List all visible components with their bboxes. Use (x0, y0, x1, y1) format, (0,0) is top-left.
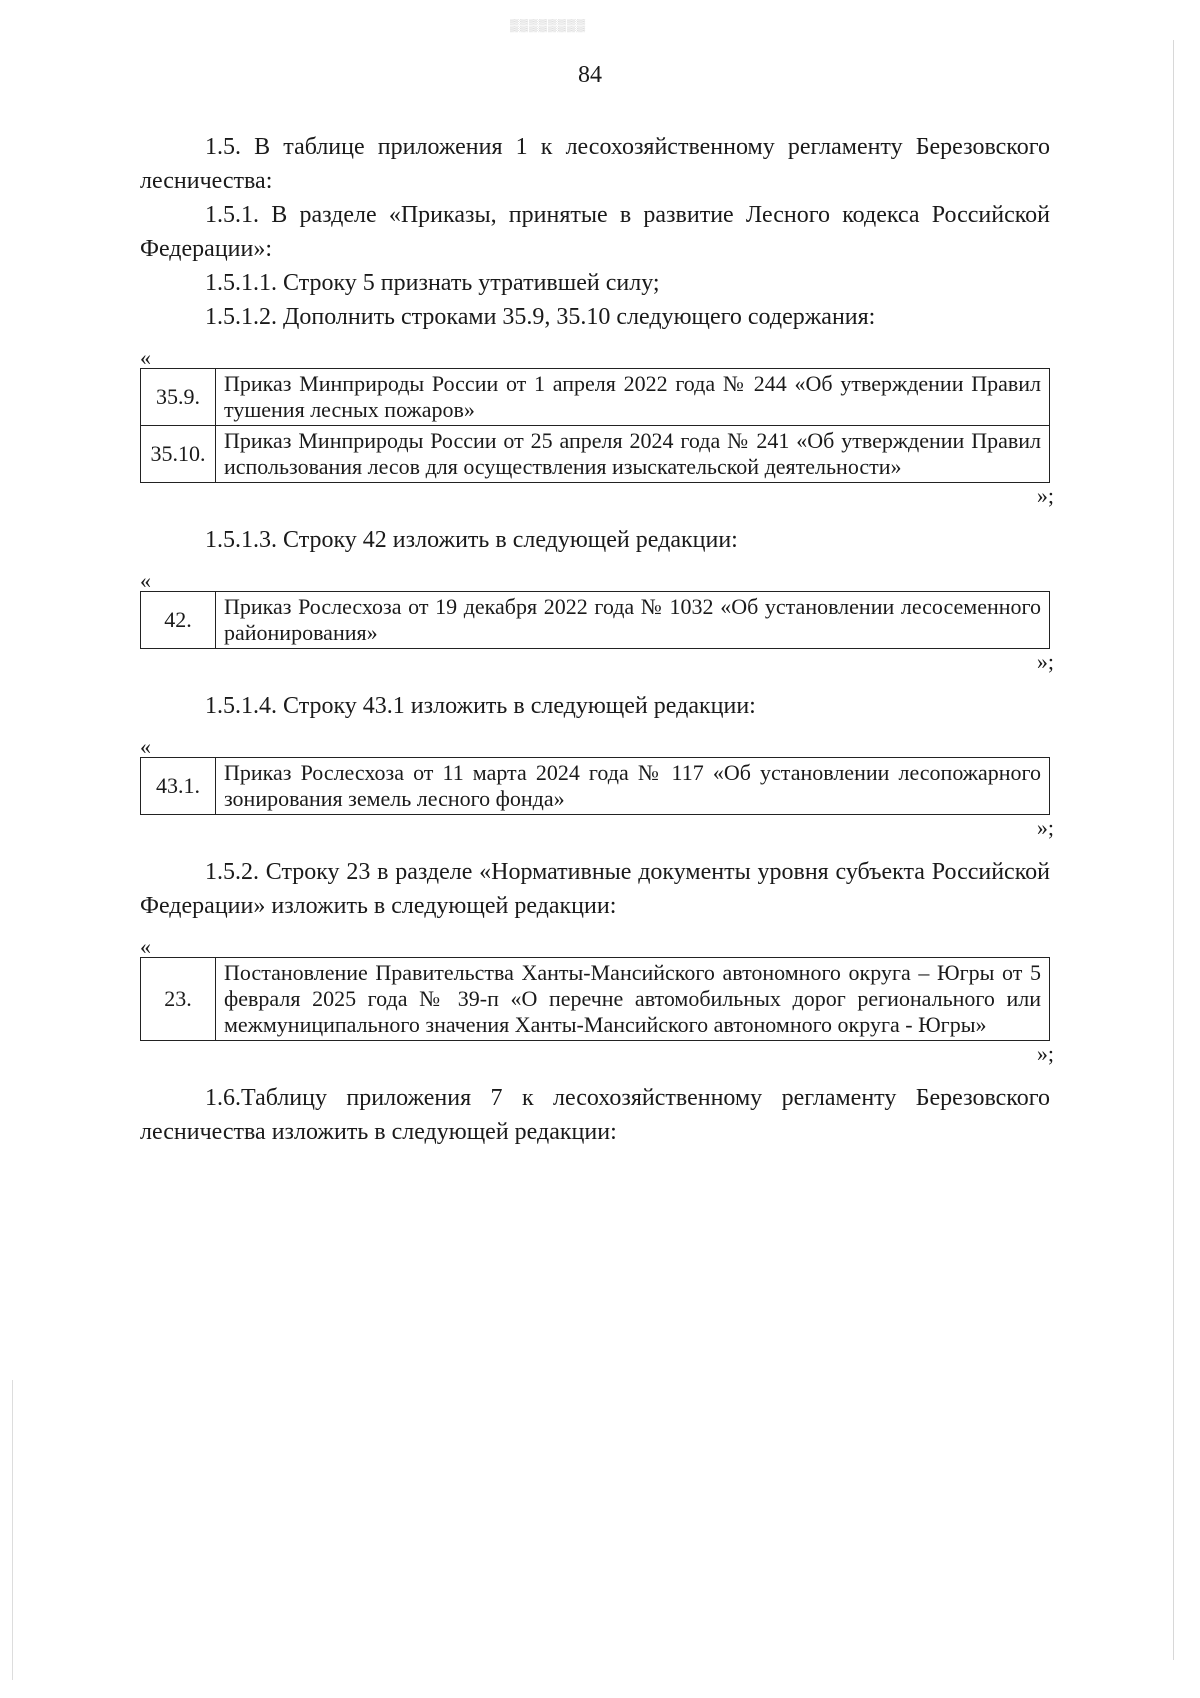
paragraph-1-5-1-1: 1.5.1.1. Строку 5 признать утратившей силу; (205, 270, 660, 296)
table-row-42 (140, 591, 1050, 649)
quote-open: « (140, 934, 151, 959)
paragraph-1-5-1-4: 1.5.1.4. Строку 43.1 изложить в следующей редакции: (205, 693, 756, 719)
paragraph-1-6: 1.6.Таблицу приложения 7 к лесохозяйственному регламенту Березовского лесничества изложить в следующей редакции: (140, 1085, 1050, 1145)
table-row (141, 369, 1050, 426)
quote-close: »; (1036, 1041, 1054, 1066)
page-edge-left (12, 1380, 13, 1680)
quote-close: »; (1036, 483, 1054, 508)
paragraph-1-5-2: 1.5.2. Строку 23 в разделе «Нормативные документы уровня субъекта Российской Федерации» изложить в следующей редакции: (140, 859, 1050, 919)
page-edge-right (1173, 40, 1174, 1660)
quote-open: « (140, 345, 151, 370)
row-text: Приказ Рослесхоза от 11 марта 2024 года № 117 «Об установлении лесопожарного зонирования земель лесного фонда» (216, 758, 1050, 815)
row-number: 43.1. (141, 758, 216, 815)
quote-open: « (140, 734, 151, 759)
row-number: 35.9. (141, 369, 216, 426)
faint-stamp-mark: ▒▒▒▒▒▒▒▒ (510, 18, 587, 32)
row-number: 42. (141, 592, 216, 649)
paragraph-1-5: 1.5. В таблице приложения 1 к лесохозяйственному регламенту Березовского лесничества: (140, 134, 1050, 194)
paragraph-1-5-1-3: 1.5.1.3. Строку 42 изложить в следующей редакции: (205, 527, 738, 553)
quote-open: « (140, 568, 151, 593)
table-row (141, 426, 1050, 483)
quote-close: »; (1036, 815, 1054, 840)
table-row-43-1 (140, 757, 1050, 815)
row-number: 23. (141, 958, 216, 1041)
paragraph-1-5-1-2: 1.5.1.2. Дополнить строками 35.9, 35.10 следующего содержания: (205, 304, 876, 330)
row-text: Приказ Минприроды России от 25 апреля 2024 года № 241 «Об утверждении Правил использования лесов для осуществления изыскательской деятельности» (216, 426, 1050, 483)
paragraph-1-5-1: 1.5.1. В разделе «Приказы, принятые в развитие Лесного кодекса Российской Федерации»: (140, 202, 1050, 262)
table-rows-35 (140, 368, 1050, 483)
table-row (141, 592, 1050, 649)
row-text: Приказ Минприроды России от 1 апреля 2022 года № 244 «Об утверждении Правил тушения лесных пожаров» (216, 369, 1050, 426)
quote-close: »; (1036, 649, 1054, 674)
row-text: Приказ Рослесхоза от 19 декабря 2022 года № 1032 «Об установлении лесосеменного районирования» (216, 592, 1050, 649)
document-body (140, 130, 1054, 1149)
row-text: Постановление Правительства Ханты-Мансийского автономного округа – Югры от 5 февраля 2025 года № 39-п «О перечне автомобильных дорог регионального или межмуниципального значения Ханты-Мансийского автономного округа - Югры» (216, 958, 1050, 1041)
page-number: 84 (578, 62, 602, 88)
table-row (141, 958, 1050, 1041)
row-number: 35.10. (141, 426, 216, 483)
table-row-23 (140, 957, 1050, 1041)
table-row (141, 758, 1050, 815)
